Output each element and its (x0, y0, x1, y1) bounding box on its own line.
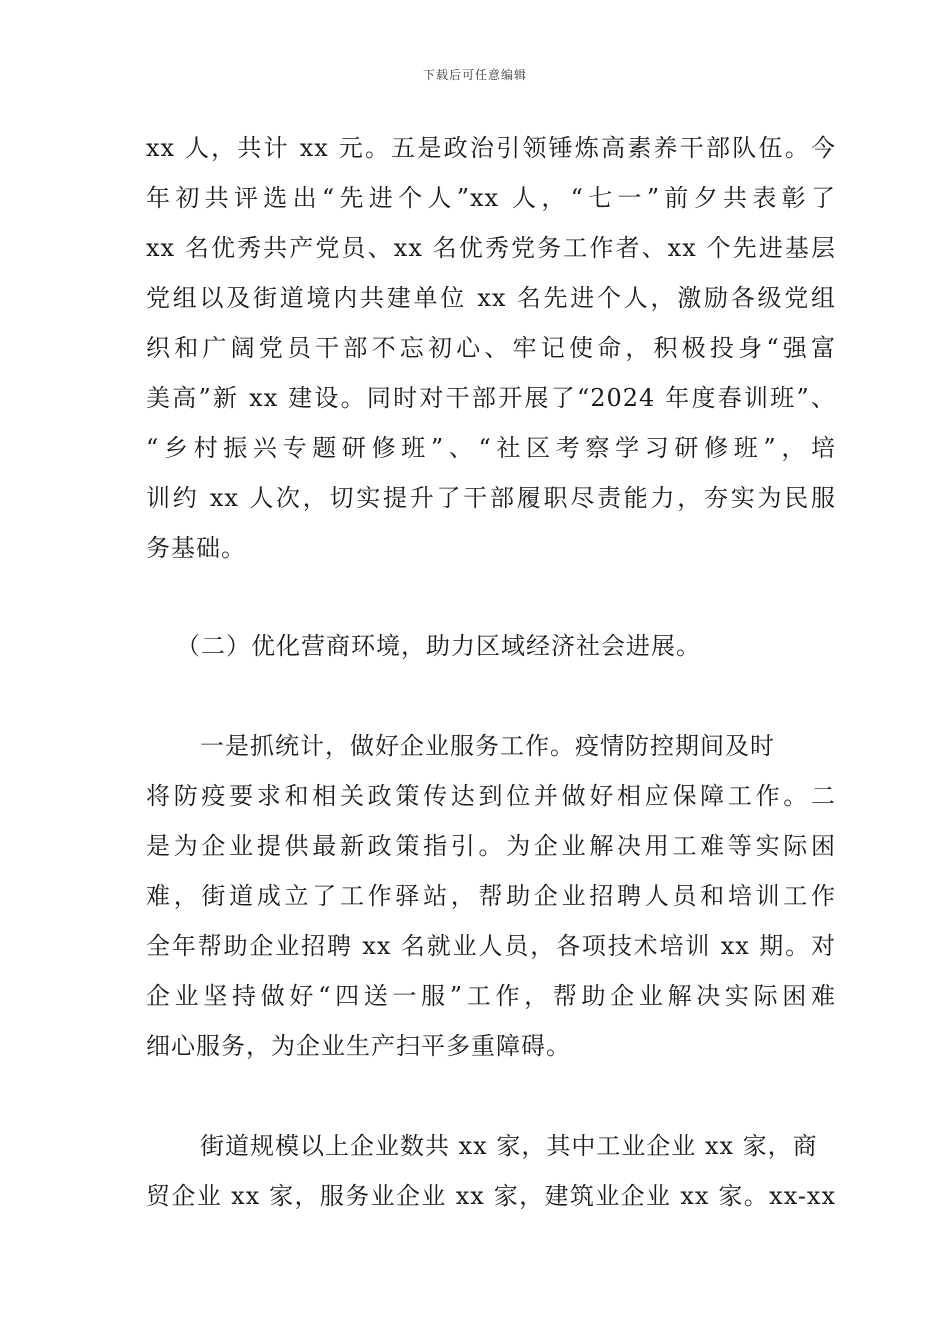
text-line: 务基础。 (146, 534, 246, 562)
text-line: 是为企业提供最新政策指引。为企业解决用工难等实际困 (146, 832, 836, 860)
text-line: 街道规模以上企业数共 xx 家，其中工业企业 xx 家，商 (200, 1132, 818, 1160)
text-line: 训约 xx 人次，切实提升了干部履职尽责能力，夯实为民服 (146, 484, 836, 512)
text-line: 年初共评选出“先进个人”xx 人，“七一”前夕共表彰了 (146, 184, 836, 212)
text-line: xx 名优秀共产党员、xx 名优秀党务工作者、xx 个先进基层 (146, 234, 836, 262)
text-line: 一是抓统计，做好企业服务工作。疫情防控期间及时 (200, 732, 775, 760)
page-header: 下载后可任意编辑 (422, 68, 527, 82)
text-line: 美高”新 xx 建设。同时对干部开展了“2024 年度春训班”、 (146, 384, 836, 412)
section-heading: （二）优化营商环境，助力区域经济社会进展。 (176, 632, 701, 660)
text-line: “乡村振兴专题研修班”、“社区考察学习研修班”，培 (146, 434, 836, 462)
text-line: 全年帮助企业招聘 xx 名就业人员，各项技术培训 xx 期。对 (146, 932, 836, 960)
text-line: 党组以及街道境内共建单位 xx 名先进个人，激励各级党组 (146, 284, 836, 312)
text-line: 细心服务，为企业生产扫平多重障碍。 (146, 1032, 571, 1060)
text-line: 企业坚持做好“四送一服”工作，帮助企业解决实际困难 (146, 982, 836, 1010)
text-line: 将防疫要求和相关政策传达到位并做好相应保障工作。二 (146, 782, 836, 810)
text-line: 贸企业 xx 家，服务业企业 xx 家，建筑业企业 xx 家。xx-xx (146, 1182, 836, 1210)
text-line: 难，街道成立了工作驿站，帮助企业招聘人员和培训工作 (146, 882, 836, 910)
text-line: xx 人，共计 xx 元。五是政治引领锤炼高素养干部队伍。今 (146, 134, 836, 162)
text-line: 织和广阔党员干部不忘初心、牢记使命，积极投身“强富 (146, 334, 836, 362)
